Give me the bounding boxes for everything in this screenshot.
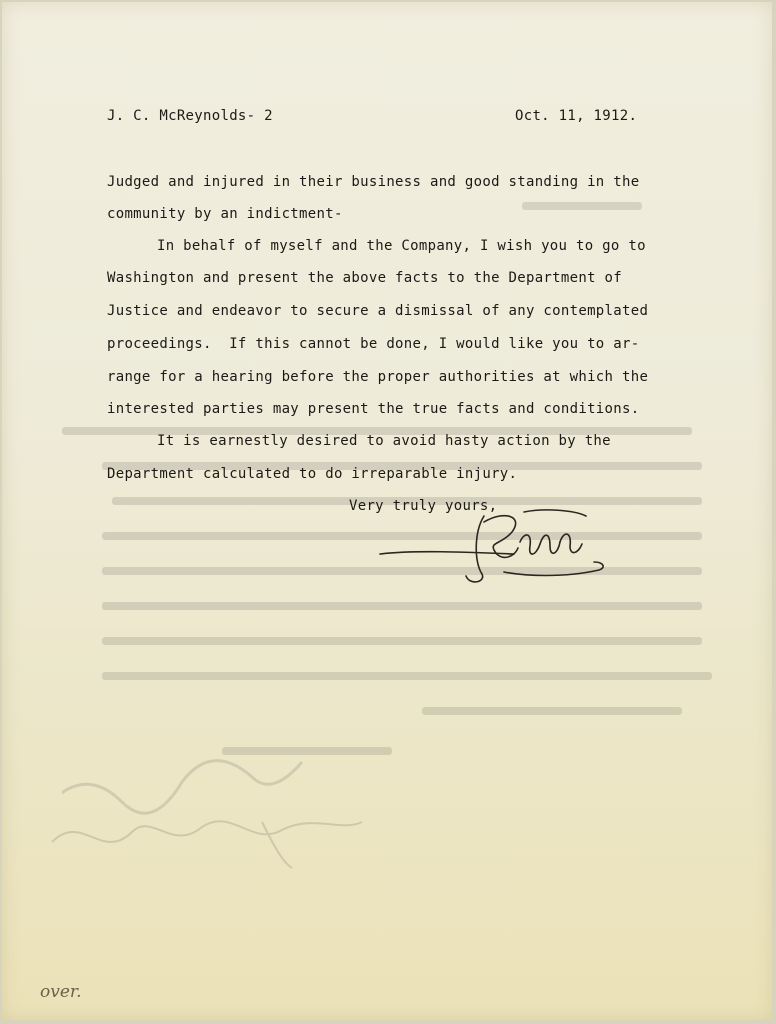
bleed-through-text xyxy=(62,162,722,822)
body-line: Judged and injured in their business and good standing in the xyxy=(107,174,640,190)
body-line: interested parties may present the true facts and conditions. xyxy=(107,401,640,417)
header-recipient: J. C. McReynolds- 2 xyxy=(107,108,273,124)
closing: Very truly yours, xyxy=(349,498,498,514)
letter-page xyxy=(2,2,772,1020)
body-line: range for a hearing before the proper authorities at which the xyxy=(107,369,649,385)
bleed-signature xyxy=(42,802,372,872)
signature xyxy=(374,502,614,592)
margin-note: over. xyxy=(40,982,82,1002)
body-line: It is earnestly desired to avoid hasty action by the xyxy=(157,433,611,449)
body-line: In behalf of myself and the Company, I wish you to go to xyxy=(157,238,646,254)
body-line: proceedings. If this cannot be done, I would like you to ar- xyxy=(107,336,640,352)
body-line: community by an indictment- xyxy=(107,206,343,222)
body-line: Justice and endeavor to secure a dismissal of any contemplated xyxy=(107,303,649,319)
body-line: Washington and present the above facts to the Department of xyxy=(107,270,622,286)
body-line: Department calculated to do irreparable injury. xyxy=(107,466,518,482)
header-date: Oct. 11, 1912. xyxy=(515,108,638,124)
